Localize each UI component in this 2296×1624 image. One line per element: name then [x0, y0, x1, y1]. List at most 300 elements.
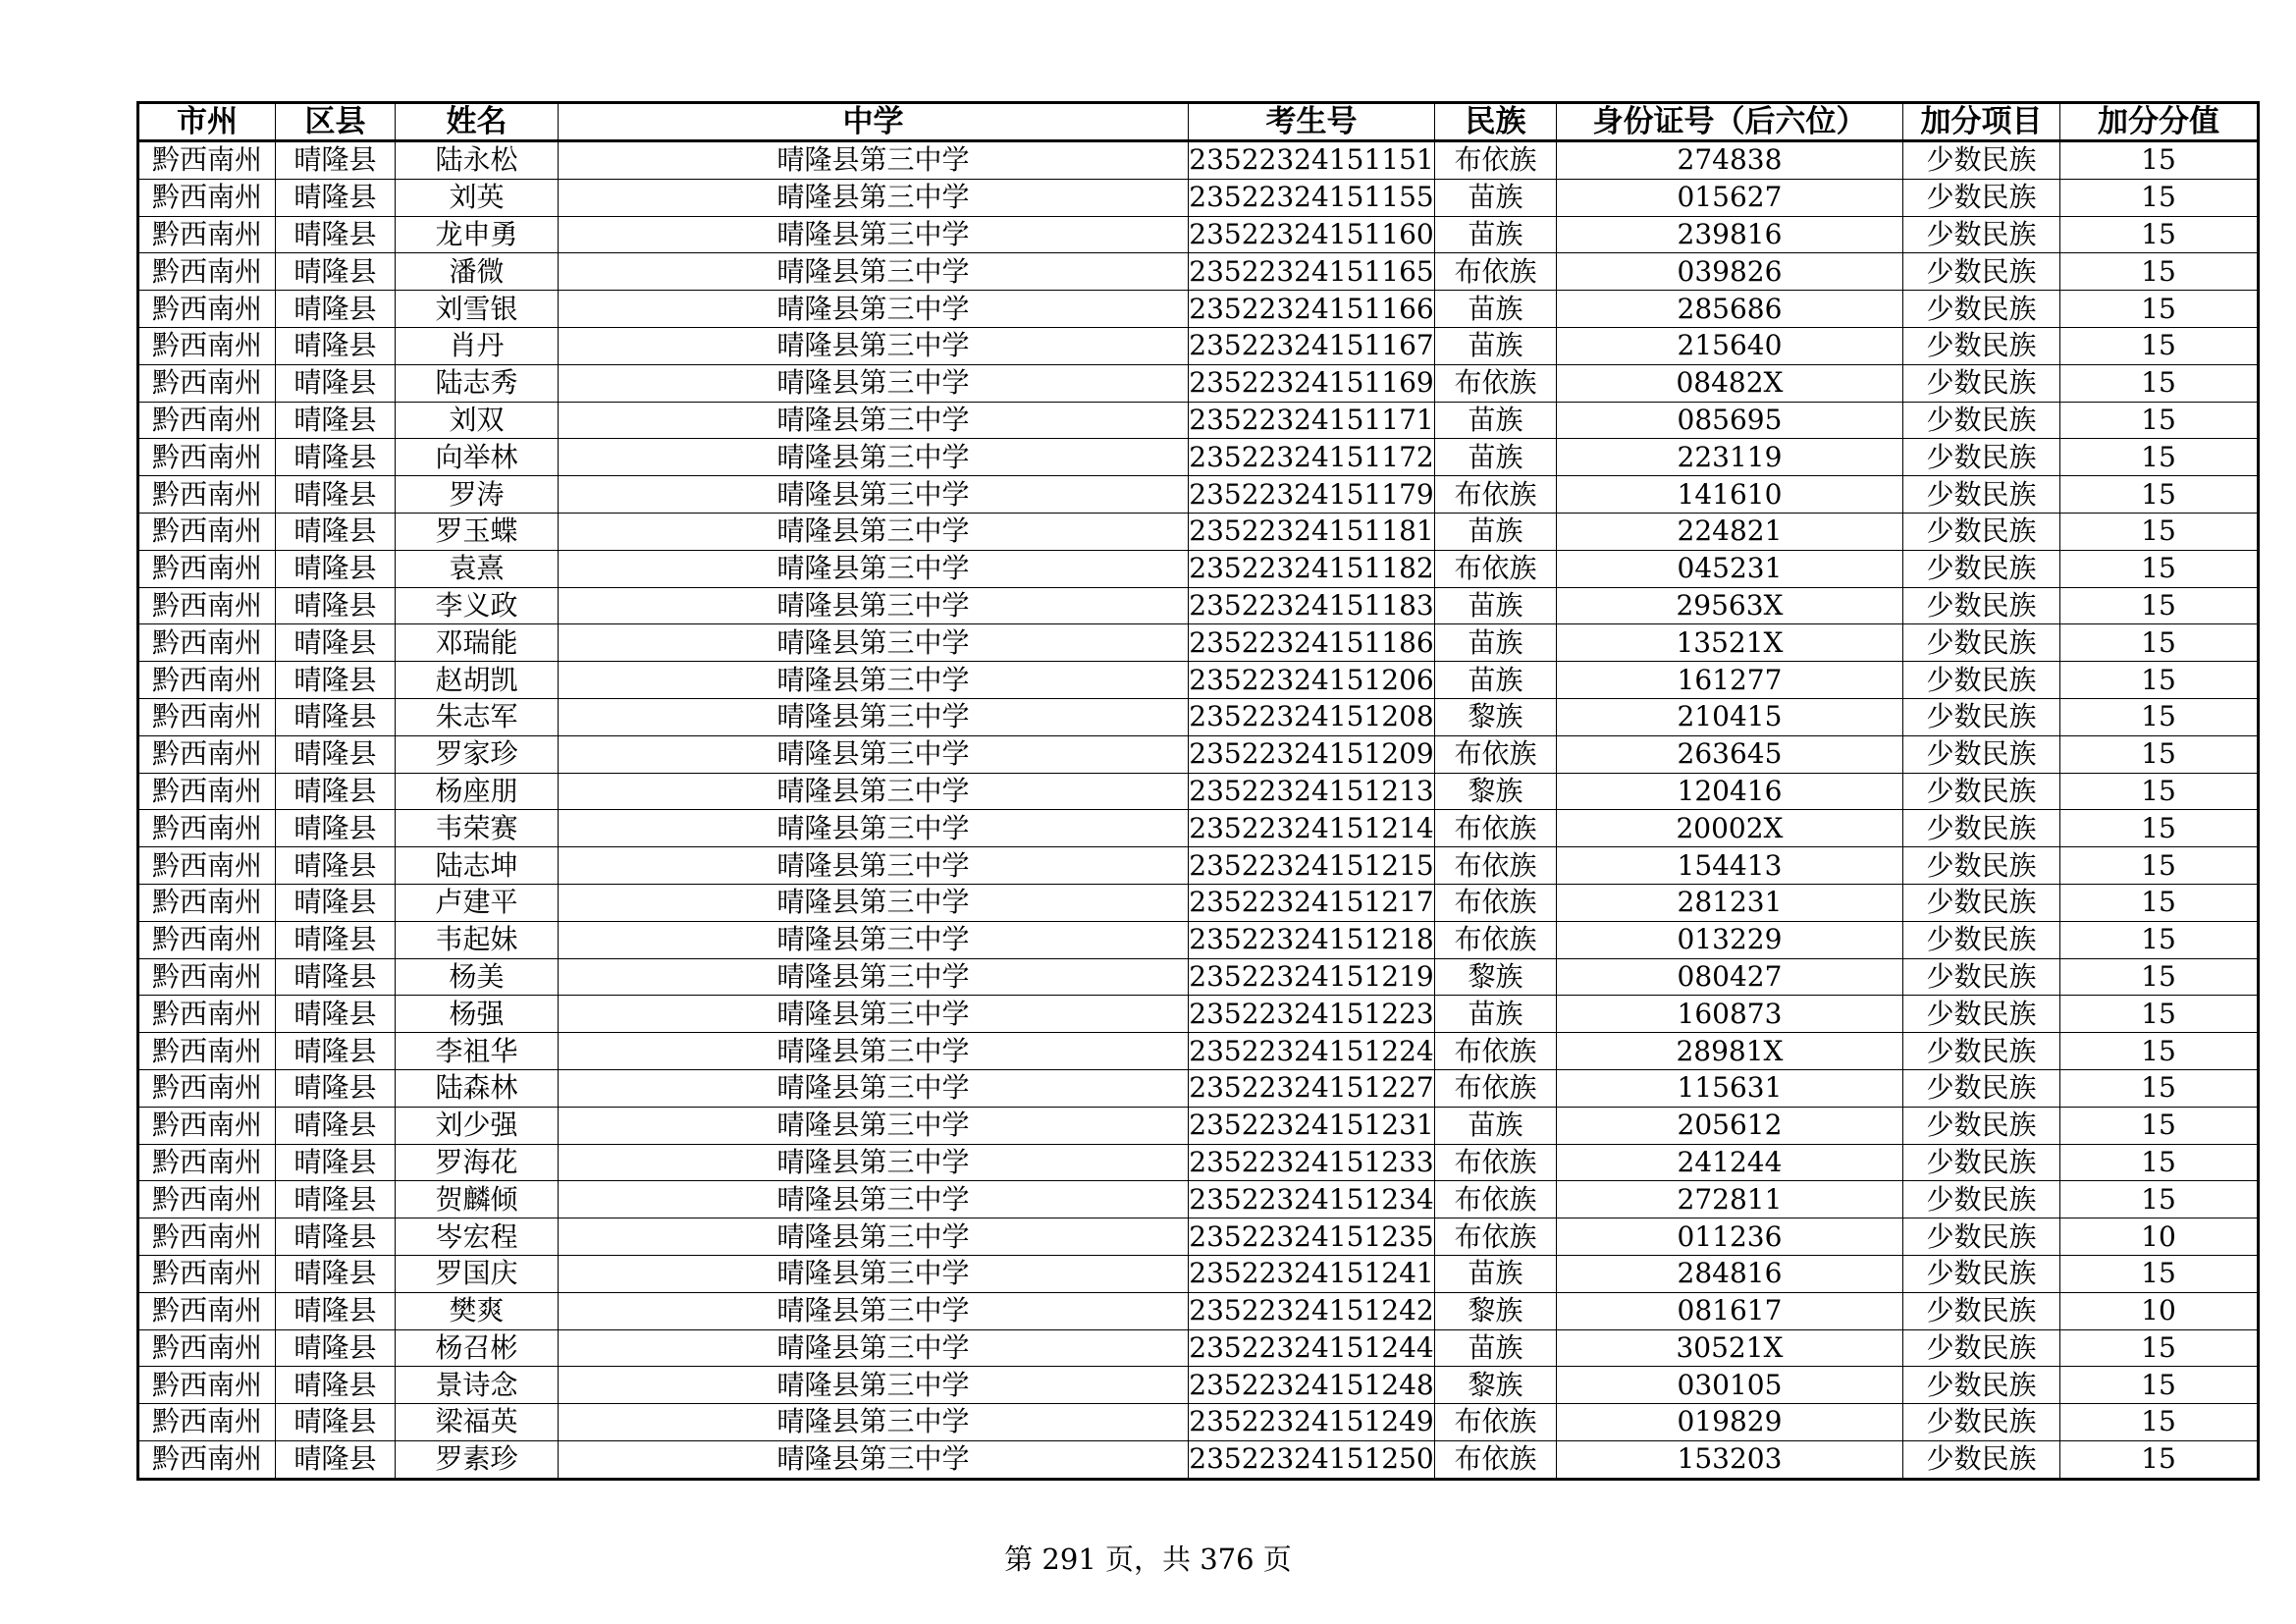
cell-exam-number: 23522324151242 — [1189, 1292, 1435, 1329]
cell-id-last-six: 224821 — [1557, 513, 1903, 550]
cell-exam-number: 23522324151169 — [1189, 364, 1435, 402]
cell-name: 龙申勇 — [396, 216, 559, 253]
cell-bonus-item: 少数民族 — [1903, 1404, 2060, 1441]
cell-bonus-points: 15 — [2060, 884, 2259, 921]
cell-name: 杨召彬 — [396, 1329, 559, 1367]
cell-school: 晴隆县第三中学 — [559, 698, 1189, 735]
cell-ethnicity: 苗族 — [1435, 662, 1557, 699]
cell-county: 晴隆县 — [276, 1033, 396, 1070]
cell-bonus-item: 少数民族 — [1903, 810, 2060, 847]
cell-ethnicity: 布依族 — [1435, 1440, 1557, 1479]
cell-bonus-item: 少数民族 — [1903, 364, 2060, 402]
cell-city: 黔西南州 — [138, 1329, 276, 1367]
cell-name: 罗家珍 — [396, 735, 559, 773]
cell-name: 岑宏程 — [396, 1218, 559, 1256]
cell-bonus-points: 15 — [2060, 179, 2259, 216]
cell-bonus-points: 15 — [2060, 550, 2259, 587]
cell-id-last-six: 013229 — [1557, 921, 1903, 958]
table-row — [138, 513, 2259, 550]
cell-exam-number: 23522324151250 — [1189, 1440, 1435, 1479]
cell-bonus-item: 少数民族 — [1903, 550, 2060, 587]
table-body — [138, 141, 2259, 1480]
cell-id-last-six: 015627 — [1557, 179, 1903, 216]
cell-county: 晴隆县 — [276, 291, 396, 328]
cell-city: 黔西南州 — [138, 253, 276, 291]
cell-school: 晴隆县第三中学 — [559, 735, 1189, 773]
table-header-row — [138, 103, 2259, 141]
table-row — [138, 179, 2259, 216]
cell-name: 韦荣赛 — [396, 810, 559, 847]
cell-school: 晴隆县第三中学 — [559, 216, 1189, 253]
cell-bonus-points: 10 — [2060, 1292, 2259, 1329]
cell-school: 晴隆县第三中学 — [559, 141, 1189, 180]
table-row — [138, 216, 2259, 253]
cell-name: 罗国庆 — [396, 1255, 559, 1292]
cell-city: 黔西南州 — [138, 624, 276, 662]
cell-name: 赵胡凯 — [396, 662, 559, 699]
cell-school: 晴隆县第三中学 — [559, 921, 1189, 958]
cell-bonus-points: 15 — [2060, 996, 2259, 1033]
cell-name: 刘英 — [396, 179, 559, 216]
cell-ethnicity: 苗族 — [1435, 1255, 1557, 1292]
cell-bonus-points: 15 — [2060, 587, 2259, 624]
cell-name: 李义政 — [396, 587, 559, 624]
cell-city: 黔西南州 — [138, 1404, 276, 1441]
cell-id-last-six: 29563X — [1557, 587, 1903, 624]
cell-exam-number: 23522324151151 — [1189, 141, 1435, 180]
cell-ethnicity: 布依族 — [1435, 884, 1557, 921]
cell-ethnicity: 布依族 — [1435, 1144, 1557, 1181]
cell-bonus-points: 15 — [2060, 1440, 2259, 1479]
cell-exam-number: 23522324151249 — [1189, 1404, 1435, 1441]
cell-ethnicity: 布依族 — [1435, 1069, 1557, 1107]
cell-school: 晴隆县第三中学 — [559, 1367, 1189, 1404]
cell-name: 陆志秀 — [396, 364, 559, 402]
cell-county: 晴隆县 — [276, 1329, 396, 1367]
cell-ethnicity: 布依族 — [1435, 476, 1557, 514]
cell-county: 晴隆县 — [276, 847, 396, 885]
cell-bonus-points: 15 — [2060, 1181, 2259, 1218]
cell-county: 晴隆县 — [276, 996, 396, 1033]
cell-city: 黔西南州 — [138, 179, 276, 216]
table-row — [138, 402, 2259, 439]
table-row — [138, 141, 2259, 180]
cell-bonus-item: 少数民族 — [1903, 476, 2060, 514]
cell-name: 李祖华 — [396, 1033, 559, 1070]
cell-bonus-item: 少数民族 — [1903, 253, 2060, 291]
table-row — [138, 662, 2259, 699]
cell-ethnicity: 布依族 — [1435, 253, 1557, 291]
cell-county: 晴隆县 — [276, 327, 396, 364]
cell-ethnicity: 布依族 — [1435, 1181, 1557, 1218]
cell-city: 黔西南州 — [138, 1218, 276, 1256]
table-row — [138, 1367, 2259, 1404]
cell-county: 晴隆县 — [276, 1255, 396, 1292]
cell-id-last-six: 081617 — [1557, 1292, 1903, 1329]
cell-exam-number: 23522324151186 — [1189, 624, 1435, 662]
cell-name: 袁熹 — [396, 550, 559, 587]
cell-exam-number: 23522324151208 — [1189, 698, 1435, 735]
cell-ethnicity: 布依族 — [1435, 1033, 1557, 1070]
cell-county: 晴隆县 — [276, 1292, 396, 1329]
cell-id-last-six: 274838 — [1557, 141, 1903, 180]
cell-city: 黔西南州 — [138, 439, 276, 476]
table-row — [138, 587, 2259, 624]
cell-name: 贺麟倾 — [396, 1181, 559, 1218]
header-bonus-item: 加分项目 — [1903, 103, 2060, 141]
cell-ethnicity: 布依族 — [1435, 735, 1557, 773]
cell-id-last-six: 011236 — [1557, 1218, 1903, 1256]
cell-name: 罗海花 — [396, 1144, 559, 1181]
cell-id-last-six: 141610 — [1557, 476, 1903, 514]
table-row — [138, 550, 2259, 587]
header-bonus-points: 加分分值 — [2060, 103, 2259, 141]
cell-school: 晴隆县第三中学 — [559, 773, 1189, 810]
cell-county: 晴隆县 — [276, 1107, 396, 1144]
cell-bonus-item: 少数民族 — [1903, 1144, 2060, 1181]
table-row — [138, 735, 2259, 773]
cell-bonus-item: 少数民族 — [1903, 884, 2060, 921]
cell-school: 晴隆县第三中学 — [559, 1329, 1189, 1367]
cell-bonus-points: 15 — [2060, 1033, 2259, 1070]
cell-name: 景诗念 — [396, 1367, 559, 1404]
cell-id-last-six: 285686 — [1557, 291, 1903, 328]
cell-name: 罗玉蝶 — [396, 513, 559, 550]
cell-city: 黔西南州 — [138, 1440, 276, 1479]
cell-exam-number: 23522324151206 — [1189, 662, 1435, 699]
table-row — [138, 1218, 2259, 1256]
cell-school: 晴隆县第三中学 — [559, 439, 1189, 476]
cell-exam-number: 23522324151183 — [1189, 587, 1435, 624]
cell-bonus-points: 15 — [2060, 1107, 2259, 1144]
cell-city: 黔西南州 — [138, 996, 276, 1033]
table-row — [138, 1292, 2259, 1329]
cell-id-last-six: 08482X — [1557, 364, 1903, 402]
cell-city: 黔西南州 — [138, 291, 276, 328]
cell-exam-number: 23522324151224 — [1189, 1033, 1435, 1070]
cell-exam-number: 23522324151241 — [1189, 1255, 1435, 1292]
cell-bonus-points: 15 — [2060, 1069, 2259, 1107]
cell-name: 向举林 — [396, 439, 559, 476]
cell-county: 晴隆县 — [276, 735, 396, 773]
cell-exam-number: 23522324151218 — [1189, 921, 1435, 958]
cell-ethnicity: 布依族 — [1435, 847, 1557, 885]
cell-exam-number: 23522324151160 — [1189, 216, 1435, 253]
cell-bonus-points: 15 — [2060, 662, 2259, 699]
header-school: 中学 — [559, 103, 1189, 141]
cell-school: 晴隆县第三中学 — [559, 1255, 1189, 1292]
cell-school: 晴隆县第三中学 — [559, 402, 1189, 439]
cell-school: 晴隆县第三中学 — [559, 364, 1189, 402]
cell-id-last-six: 13521X — [1557, 624, 1903, 662]
cell-school: 晴隆县第三中学 — [559, 1404, 1189, 1441]
cell-city: 黔西南州 — [138, 884, 276, 921]
cell-exam-number: 23522324151214 — [1189, 810, 1435, 847]
cell-name: 陆志坤 — [396, 847, 559, 885]
cell-ethnicity: 黎族 — [1435, 773, 1557, 810]
cell-school: 晴隆县第三中学 — [559, 550, 1189, 587]
cell-ethnicity: 苗族 — [1435, 624, 1557, 662]
cell-city: 黔西南州 — [138, 921, 276, 958]
cell-county: 晴隆县 — [276, 884, 396, 921]
cell-school: 晴隆县第三中学 — [559, 1181, 1189, 1218]
table-row — [138, 253, 2259, 291]
table-row — [138, 921, 2259, 958]
cell-city: 黔西南州 — [138, 1367, 276, 1404]
cell-city: 黔西南州 — [138, 958, 276, 996]
cell-county: 晴隆县 — [276, 624, 396, 662]
cell-school: 晴隆县第三中学 — [559, 810, 1189, 847]
header-city: 市州 — [138, 103, 276, 141]
cell-school: 晴隆县第三中学 — [559, 958, 1189, 996]
cell-city: 黔西南州 — [138, 550, 276, 587]
cell-bonus-points: 15 — [2060, 1329, 2259, 1367]
cell-bonus-points: 15 — [2060, 624, 2259, 662]
cell-ethnicity: 苗族 — [1435, 996, 1557, 1033]
cell-bonus-item: 少数民族 — [1903, 141, 2060, 180]
cell-county: 晴隆县 — [276, 1404, 396, 1441]
cell-id-last-six: 205612 — [1557, 1107, 1903, 1144]
cell-bonus-points: 15 — [2060, 402, 2259, 439]
cell-name: 邓瑞能 — [396, 624, 559, 662]
cell-name: 陆森林 — [396, 1069, 559, 1107]
cell-id-last-six: 153203 — [1557, 1440, 1903, 1479]
cell-ethnicity: 布依族 — [1435, 921, 1557, 958]
cell-ethnicity: 黎族 — [1435, 1367, 1557, 1404]
cell-city: 黔西南州 — [138, 216, 276, 253]
cell-ethnicity: 布依族 — [1435, 1218, 1557, 1256]
table-row — [138, 327, 2259, 364]
cell-ethnicity: 布依族 — [1435, 1404, 1557, 1441]
table-row — [138, 1440, 2259, 1479]
cell-ethnicity: 黎族 — [1435, 698, 1557, 735]
cell-exam-number: 23522324151244 — [1189, 1329, 1435, 1367]
table-row — [138, 1404, 2259, 1441]
cell-exam-number: 23522324151167 — [1189, 327, 1435, 364]
cell-exam-number: 23522324151223 — [1189, 996, 1435, 1033]
cell-county: 晴隆县 — [276, 1367, 396, 1404]
cell-id-last-six: 281231 — [1557, 884, 1903, 921]
table-row — [138, 958, 2259, 996]
cell-county: 晴隆县 — [276, 1440, 396, 1479]
cell-ethnicity: 苗族 — [1435, 327, 1557, 364]
cell-name: 杨强 — [396, 996, 559, 1033]
cell-ethnicity: 苗族 — [1435, 179, 1557, 216]
cell-bonus-item: 少数民族 — [1903, 735, 2060, 773]
cell-city: 黔西南州 — [138, 1181, 276, 1218]
cell-bonus-points: 15 — [2060, 1367, 2259, 1404]
cell-school: 晴隆县第三中学 — [559, 587, 1189, 624]
cell-bonus-item: 少数民族 — [1903, 1292, 2060, 1329]
cell-exam-number: 23522324151179 — [1189, 476, 1435, 514]
cell-city: 黔西南州 — [138, 1144, 276, 1181]
cell-county: 晴隆县 — [276, 1218, 396, 1256]
header-name: 姓名 — [396, 103, 559, 141]
table-row — [138, 1069, 2259, 1107]
cell-bonus-points: 15 — [2060, 327, 2259, 364]
cell-id-last-six: 30521X — [1557, 1329, 1903, 1367]
table-row — [138, 884, 2259, 921]
cell-school: 晴隆县第三中学 — [559, 1292, 1189, 1329]
table-row — [138, 773, 2259, 810]
header-ethnicity: 民族 — [1435, 103, 1557, 141]
cell-bonus-item: 少数民族 — [1903, 1255, 2060, 1292]
cell-bonus-item: 少数民族 — [1903, 698, 2060, 735]
cell-county: 晴隆县 — [276, 921, 396, 958]
cell-id-last-six: 039826 — [1557, 253, 1903, 291]
cell-county: 晴隆县 — [276, 179, 396, 216]
cell-city: 黔西南州 — [138, 1107, 276, 1144]
cell-county: 晴隆县 — [276, 1181, 396, 1218]
cell-school: 晴隆县第三中学 — [559, 1107, 1189, 1144]
table-row — [138, 1329, 2259, 1367]
cell-county: 晴隆县 — [276, 587, 396, 624]
cell-city: 黔西南州 — [138, 587, 276, 624]
cell-name: 潘微 — [396, 253, 559, 291]
cell-school: 晴隆县第三中学 — [559, 884, 1189, 921]
table-row — [138, 1033, 2259, 1070]
cell-school: 晴隆县第三中学 — [559, 1440, 1189, 1479]
cell-id-last-six: 223119 — [1557, 439, 1903, 476]
cell-ethnicity: 苗族 — [1435, 291, 1557, 328]
cell-city: 黔西南州 — [138, 513, 276, 550]
cell-bonus-points: 15 — [2060, 1255, 2259, 1292]
cell-id-last-six: 045231 — [1557, 550, 1903, 587]
cell-ethnicity: 苗族 — [1435, 439, 1557, 476]
cell-id-last-six: 263645 — [1557, 735, 1903, 773]
cell-name: 陆永松 — [396, 141, 559, 180]
cell-city: 黔西南州 — [138, 364, 276, 402]
cell-school: 晴隆县第三中学 — [559, 291, 1189, 328]
cell-name: 刘雪银 — [396, 291, 559, 328]
cell-bonus-points: 15 — [2060, 958, 2259, 996]
cell-school: 晴隆县第三中学 — [559, 476, 1189, 514]
cell-bonus-item: 少数民族 — [1903, 1440, 2060, 1479]
cell-bonus-item: 少数民族 — [1903, 216, 2060, 253]
cell-id-last-six: 115631 — [1557, 1069, 1903, 1107]
table-row — [138, 1181, 2259, 1218]
cell-name: 韦起妹 — [396, 921, 559, 958]
cell-school: 晴隆县第三中学 — [559, 1069, 1189, 1107]
cell-bonus-item: 少数民族 — [1903, 921, 2060, 958]
cell-school: 晴隆县第三中学 — [559, 1218, 1189, 1256]
cell-bonus-item: 少数民族 — [1903, 179, 2060, 216]
cell-name: 刘双 — [396, 402, 559, 439]
cell-bonus-points: 15 — [2060, 810, 2259, 847]
cell-bonus-item: 少数民族 — [1903, 624, 2060, 662]
cell-exam-number: 23522324151217 — [1189, 884, 1435, 921]
cell-id-last-six: 284816 — [1557, 1255, 1903, 1292]
cell-bonus-points: 15 — [2060, 141, 2259, 180]
cell-exam-number: 23522324151215 — [1189, 847, 1435, 885]
cell-id-last-six: 019829 — [1557, 1404, 1903, 1441]
cell-bonus-points: 15 — [2060, 1144, 2259, 1181]
cell-bonus-item: 少数民族 — [1903, 1069, 2060, 1107]
cell-id-last-six: 28981X — [1557, 1033, 1903, 1070]
table-row — [138, 810, 2259, 847]
cell-name: 刘少强 — [396, 1107, 559, 1144]
table-row — [138, 996, 2259, 1033]
table-row — [138, 291, 2259, 328]
cell-bonus-points: 15 — [2060, 476, 2259, 514]
cell-id-last-six: 241244 — [1557, 1144, 1903, 1181]
cell-county: 晴隆县 — [276, 958, 396, 996]
cell-county: 晴隆县 — [276, 402, 396, 439]
cell-bonus-points: 15 — [2060, 216, 2259, 253]
cell-exam-number: 23522324151171 — [1189, 402, 1435, 439]
cell-name: 朱志军 — [396, 698, 559, 735]
cell-school: 晴隆县第三中学 — [559, 179, 1189, 216]
cell-county: 晴隆县 — [276, 141, 396, 180]
cell-exam-number: 23522324151209 — [1189, 735, 1435, 773]
cell-school: 晴隆县第三中学 — [559, 624, 1189, 662]
cell-city: 黔西南州 — [138, 1255, 276, 1292]
cell-bonus-points: 15 — [2060, 735, 2259, 773]
cell-county: 晴隆县 — [276, 662, 396, 699]
table-row — [138, 1107, 2259, 1144]
cell-id-last-six: 030105 — [1557, 1367, 1903, 1404]
cell-county: 晴隆县 — [276, 476, 396, 514]
table-row — [138, 698, 2259, 735]
cell-county: 晴隆县 — [276, 364, 396, 402]
cell-city: 黔西南州 — [138, 327, 276, 364]
cell-city: 黔西南州 — [138, 1292, 276, 1329]
cell-exam-number: 23522324151231 — [1189, 1107, 1435, 1144]
cell-bonus-item: 少数民族 — [1903, 1033, 2060, 1070]
cell-bonus-item: 少数民族 — [1903, 1181, 2060, 1218]
cell-school: 晴隆县第三中学 — [559, 513, 1189, 550]
cell-name: 卢建平 — [396, 884, 559, 921]
cell-bonus-points: 15 — [2060, 921, 2259, 958]
cell-bonus-item: 少数民族 — [1903, 773, 2060, 810]
cell-name: 罗涛 — [396, 476, 559, 514]
cell-bonus-item: 少数民族 — [1903, 587, 2060, 624]
cell-name: 樊爽 — [396, 1292, 559, 1329]
cell-school: 晴隆县第三中学 — [559, 1144, 1189, 1181]
cell-ethnicity: 布依族 — [1435, 810, 1557, 847]
cell-exam-number: 23522324151235 — [1189, 1218, 1435, 1256]
cell-exam-number: 23522324151248 — [1189, 1367, 1435, 1404]
header-id-last-six: 身份证号（后六位） — [1557, 103, 1903, 141]
cell-ethnicity: 苗族 — [1435, 513, 1557, 550]
cell-id-last-six: 120416 — [1557, 773, 1903, 810]
cell-bonus-points: 15 — [2060, 698, 2259, 735]
cell-city: 黔西南州 — [138, 773, 276, 810]
cell-bonus-points: 15 — [2060, 291, 2259, 328]
cell-id-last-six: 215640 — [1557, 327, 1903, 364]
cell-ethnicity: 苗族 — [1435, 1107, 1557, 1144]
cell-county: 晴隆县 — [276, 550, 396, 587]
cell-city: 黔西南州 — [138, 847, 276, 885]
cell-bonus-points: 15 — [2060, 513, 2259, 550]
cell-exam-number: 23522324151155 — [1189, 179, 1435, 216]
cell-id-last-six: 085695 — [1557, 402, 1903, 439]
cell-county: 晴隆县 — [276, 439, 396, 476]
cell-exam-number: 23522324151227 — [1189, 1069, 1435, 1107]
table-row — [138, 1255, 2259, 1292]
cell-county: 晴隆县 — [276, 1144, 396, 1181]
cell-county: 晴隆县 — [276, 698, 396, 735]
cell-bonus-item: 少数民族 — [1903, 958, 2060, 996]
cell-ethnicity: 布依族 — [1435, 141, 1557, 180]
cell-ethnicity: 布依族 — [1435, 364, 1557, 402]
page-number: 第 291 页，共 376 页 — [1004, 1543, 1292, 1576]
cell-city: 黔西南州 — [138, 1069, 276, 1107]
cell-exam-number: 23522324151181 — [1189, 513, 1435, 550]
cell-id-last-six: 239816 — [1557, 216, 1903, 253]
cell-id-last-six: 154413 — [1557, 847, 1903, 885]
cell-county: 晴隆县 — [276, 253, 396, 291]
